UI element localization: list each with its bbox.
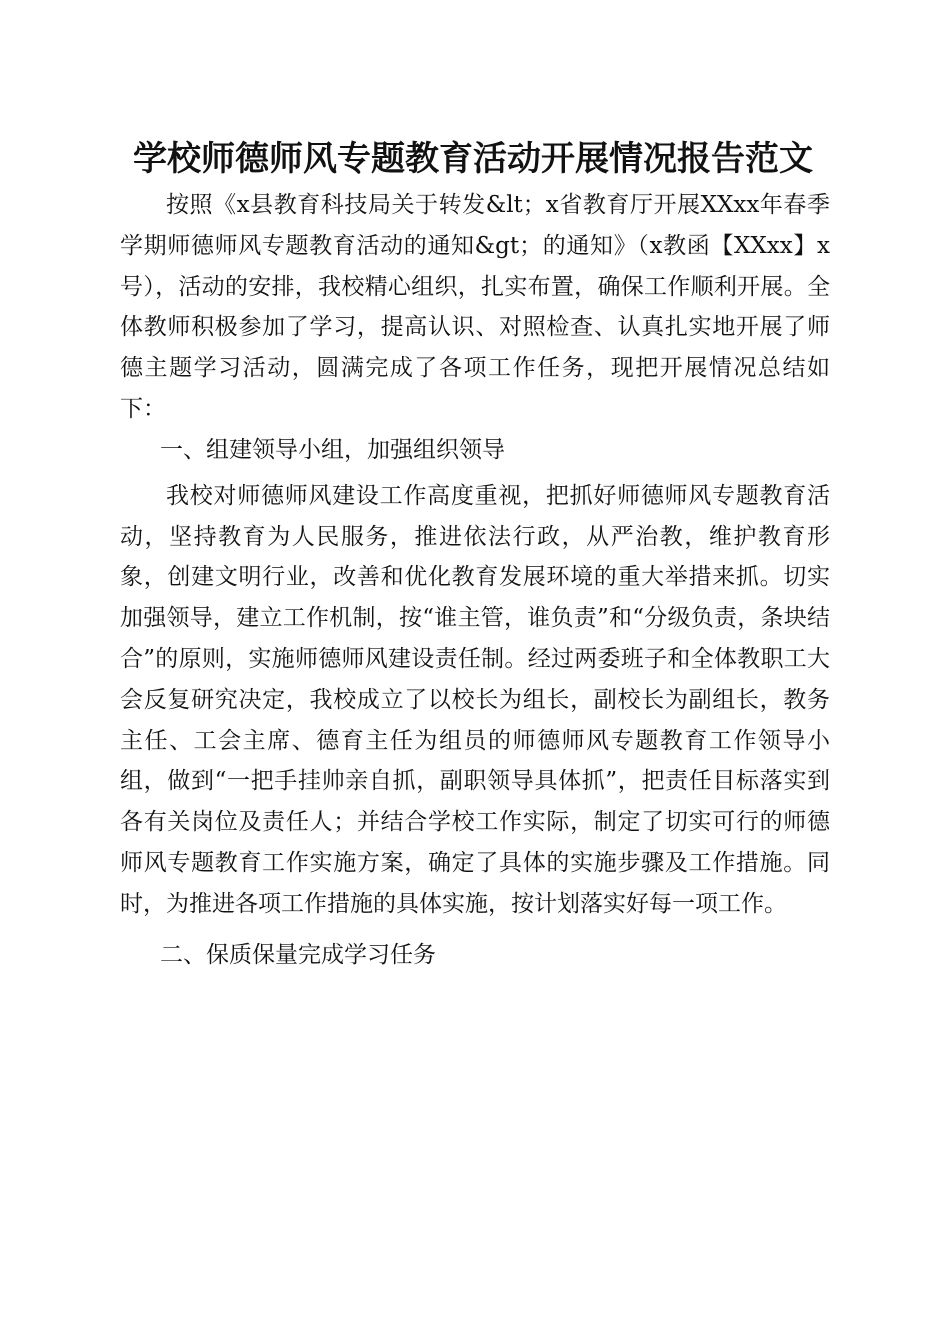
section-1-paragraph: 我校对师德师风建设工作高度重视，把抓好师德师风专题教育活动，坚持教育为人民服务，推进依法行政，从严治教，维护教育形象，创建文明行业，改善和优化教育发展环境的重大举措来抓。切实加强领导，建立工作机制，按“谁主管，谁负责”和“分级负责，条块结合”的原则，实施师德师风建设责任制。经过两委班子和全体教职工大会反复研究决定，我校成立了以校长为组长，副校长为副组长，教务主任、工会主席、德育主任为组员的师德师风专题教育工作领导小组，做到“一把手挂帅亲自抓，副职领导具体抓”，把责任目标落实到各有关岗位及责任人；并结合学校工作实际，制定了切实可行的师德师风专题教育工作实施方案，确定了具体的实施步骤及工作措施。同时，为推进各项工作措施的具体实施，按计划落实好每一项工作。	[120, 482, 830, 917]
document-page	[120, 133, 830, 975]
intro-paragraph: 按照《x县教育科技局关于转发&lt；x省教育厅开展XXxx年春季学期师德师风专题教育活动的通知&gt；的通知》（x教函【XXxx】x号），活动的安排，我校精心组织，扎实布置，确保工作顺利开展。全体教师积极参加了学习，提高认识、对照检查、认真扎实地开展了师德主题学习活动，圆满完成了各项工作任务，现把开展情况总结如下：	[120, 192, 830, 422]
section-2-heading: 二、保质保量完成学习任务	[160, 941, 436, 968]
section-1-heading: 一、组建领导小组，加强组织领导	[160, 436, 505, 463]
document-title: 学校师德师风专题教育活动开展情况报告范文	[133, 139, 813, 179]
